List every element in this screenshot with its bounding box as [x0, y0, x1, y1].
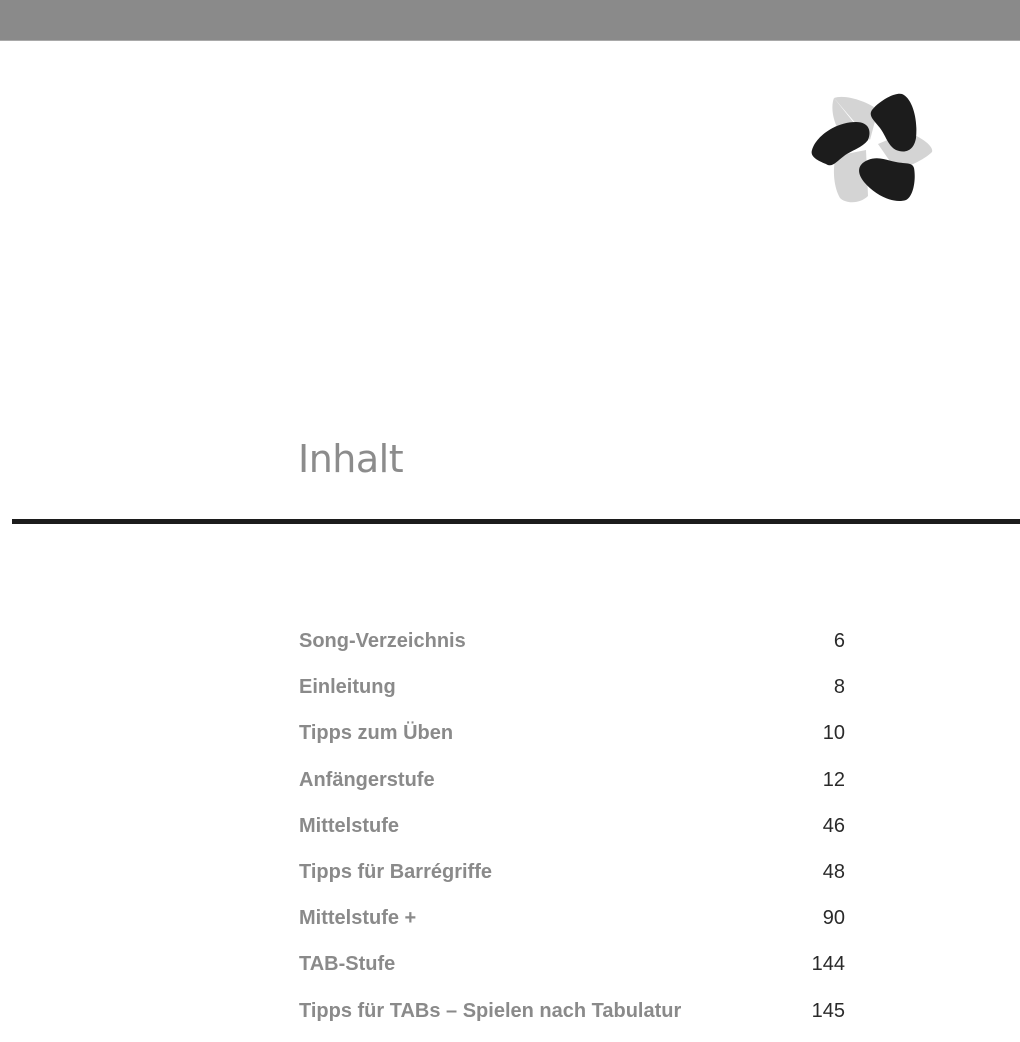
toc-entry-label: Mittelstufe [299, 814, 399, 837]
toc-entry-label: Tipps für TABs – Spielen nach Tabulatur [299, 999, 682, 1022]
toc-entry-label: Song-Verzeichnis [299, 630, 466, 652]
toc-entry-page-number: 10 [822, 722, 845, 745]
toc-entry-label: Tipps zum Üben [299, 722, 454, 745]
toc-entry-anfaengerstufe[interactable] [299, 765, 845, 811]
toc-entry-page-number: 46 [822, 814, 845, 837]
pinwheel-star-logo-icon [806, 88, 938, 208]
toc-entry-label: Tipps für Barrégriffe [299, 860, 492, 883]
toc-entry-page-number: 8 [833, 676, 845, 699]
toc-entry-page-number: 144 [811, 953, 845, 976]
toc-entry-page-number: 48 [822, 860, 845, 883]
top-bar [0, 0, 1020, 41]
toc-entry-einleitung[interactable] [299, 672, 845, 718]
page-title: Inhalt [298, 437, 404, 481]
title-divider [12, 519, 1020, 524]
toc-entry-page-number: 90 [822, 907, 845, 930]
toc-entry-page-number: 145 [811, 999, 845, 1022]
toc-entry-page-number: 6 [833, 630, 845, 652]
toc-entry-label: Einleitung [299, 676, 396, 699]
toc-entry-mittelstufe[interactable] [299, 811, 845, 857]
toc-entry-tipps-fuer-barregriffe[interactable] [299, 857, 845, 903]
toc-entry-label: Mittelstufe + [299, 907, 417, 930]
toc-entry-tipps-zum-ueben[interactable] [299, 718, 845, 764]
table-of-contents [299, 626, 845, 1042]
toc-entry-page-number: 12 [822, 768, 845, 791]
toc-entry-label: Anfängerstufe [299, 768, 435, 791]
toc-entry-tab-stufe[interactable] [299, 949, 845, 995]
toc-entry-mittelstufe-plus[interactable] [299, 903, 845, 949]
toc-entry-song-verzeichnis[interactable] [299, 626, 845, 672]
toc-entry-label: TAB-Stufe [299, 953, 396, 976]
toc-entry-tipps-fuer-tabs[interactable] [299, 996, 845, 1042]
